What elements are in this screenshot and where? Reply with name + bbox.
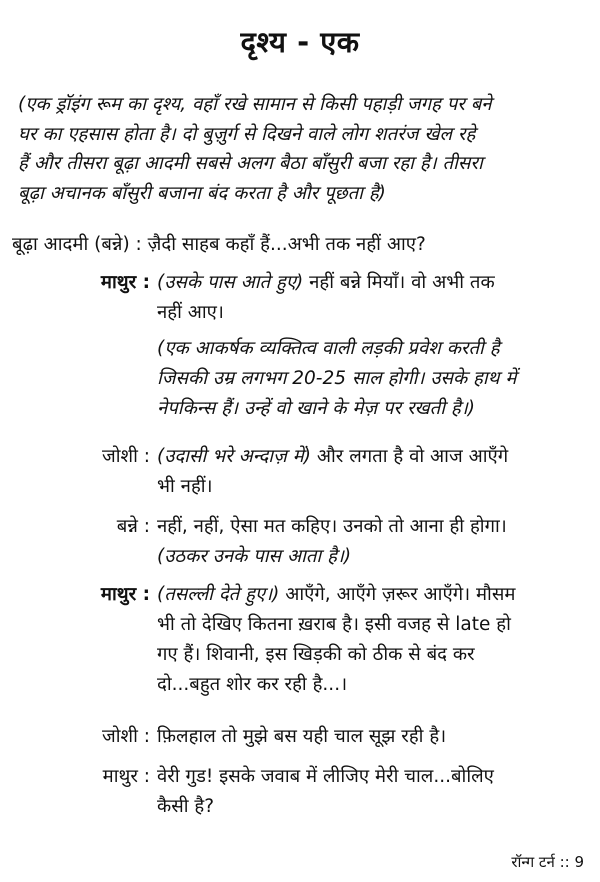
opening-stage-direction	[18, 90, 588, 208]
stage-direction-line: (एक ड्रॉइंग रूम का दृश्य, वहाँ रखे सामान से किसी पहाड़ी जगह पर बने	[18, 94, 492, 115]
speaker-name: माथुर :	[102, 766, 150, 787]
dialogue-line	[157, 298, 587, 328]
speech-text: और लगता है वो आज आएँगे	[310, 446, 509, 467]
speech-text: फ़िलहाल तो मुझे बस यही चाल सूझ रही है।	[157, 726, 447, 747]
dialogue-text	[157, 580, 587, 700]
stage-cue: (उसके पास आते हुए)	[157, 272, 304, 293]
dialogue-line	[157, 792, 587, 822]
stage-cue: (एक आकर्षक व्यक्तित्व वाली लड़की प्रवेश करती है	[157, 338, 500, 359]
dialogue-text	[157, 722, 587, 752]
speaker-name: जोशी :	[101, 446, 150, 467]
stage-cue: (उदासी भरे अन्दाज़ में)	[157, 446, 311, 467]
speech-text: वेरी गुड! इसके जवाब में लीजिए मेरी चाल...बोलिए	[157, 766, 494, 787]
dialogue-line	[157, 580, 587, 610]
speech-text: भी नहीं।	[157, 476, 213, 497]
dialogue-line	[157, 722, 587, 752]
scene-title: दृश्य - एक	[240, 25, 360, 59]
dialogue-line	[157, 762, 587, 792]
speech-text: नहीं, नहीं, ऐसा मत कहिए। उनको तो आना ही होगा।	[157, 516, 507, 537]
page-footer: रॉन्ग टर्न :: 9	[511, 853, 584, 871]
speech-text: भी तो देखिए कितना ख़राब है। इसी वजह से late हो	[157, 614, 511, 635]
speech-text: आएँगे, आएँगे ज़रूर आएँगे। मौसम	[279, 584, 516, 605]
dialogue-text	[157, 268, 587, 424]
speaker-name: माथुर :	[100, 272, 150, 293]
speech-text: कैसी है?	[157, 796, 215, 817]
dialogue-text	[157, 442, 587, 502]
speech-text: नहीं बन्ने मियाँ। वो अभी तक	[303, 272, 495, 293]
dialogue-line	[157, 442, 587, 472]
dialogue-line	[157, 512, 587, 542]
stage-direction-line: हैं और तीसरा बूढ़ा आदमी सबसे अलग बैठा बाँसुरी बजा रहा है। तीसरा	[18, 153, 483, 174]
stage-direction-line: घर का एहसास होता है। दो बुज़ुर्ग से दिखने वाले लोग शतरंज खेल रहे	[18, 123, 476, 145]
dialogue-text	[157, 512, 587, 572]
dialogue-line	[157, 472, 587, 502]
speech-text: नहीं आए।	[157, 302, 224, 323]
speaker-name: जोशी :	[101, 726, 150, 747]
stage-cue: (तसल्ली देते हुए।)	[157, 584, 280, 605]
dialogue-line	[157, 268, 587, 298]
dialogue-line	[157, 610, 587, 640]
speaker-name: माथुर :	[100, 584, 150, 605]
dialogue-line	[157, 670, 587, 700]
stage-direction-line: बूढ़ा अचानक बाँसुरी बजाना बंद करता है और पूछता है)	[18, 182, 386, 204]
stage-cue: नेपकिन्स हैं। उन्हें वो खाने के मेज़ पर रखती है।)	[157, 398, 475, 419]
speech-text: दो...बहुत शोर कर रही है...।	[157, 674, 348, 695]
dialogue-text	[157, 762, 587, 822]
speaker-name: बन्ने :	[116, 516, 150, 537]
first-dialogue-line: बूढ़ा आदमी (बन्ने) : ज़ैदी साहब कहाँ हैं...अभी तक नहीं आए?	[12, 234, 426, 255]
stage-cue: (उठकर उनके पास आता है।)	[157, 546, 352, 567]
speech-text: गए हैं। शिवानी, इस खिड़की को ठीक से बंद कर	[157, 644, 475, 665]
stage-cue: जिसकी उम्र लगभग 20-25 साल होगी। उसके हाथ में	[157, 368, 517, 389]
dialogue-line	[157, 640, 587, 670]
